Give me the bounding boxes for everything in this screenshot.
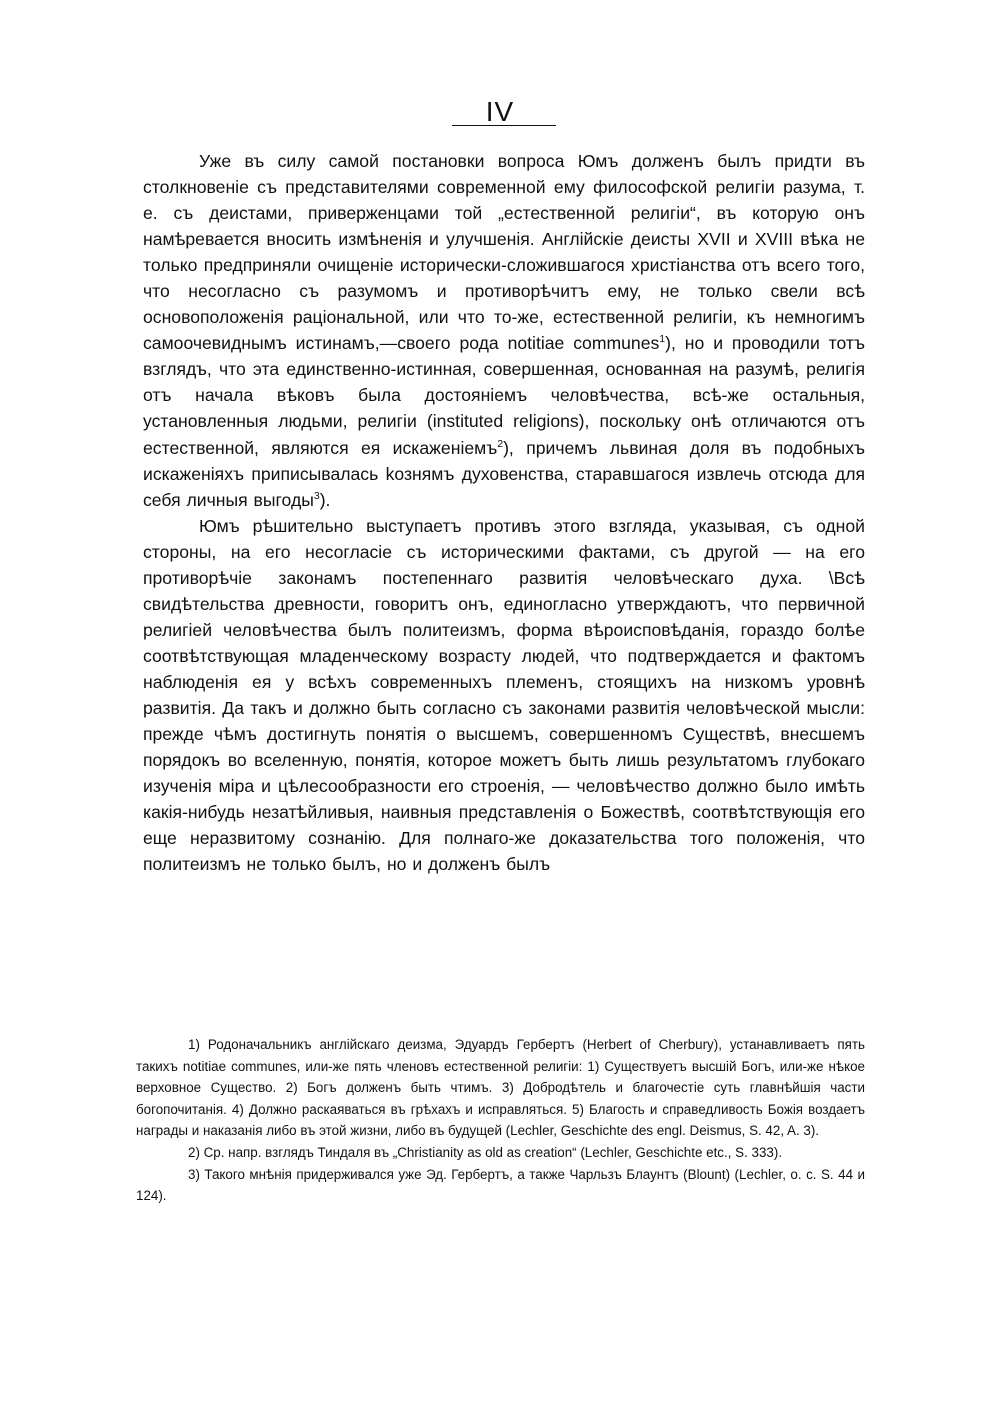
- paragraph-2-text: Юмъ рѣшительно выступаетъ противъ этого взгляда, указывая, съ одной стороны, на его несогласіе съ историческими фактами, съ другой — на его противорѣчіе законамъ постепеннаго развитія человѣческаго духа. \Всѣ свидѣтельства древности, говоритъ онъ, единогласно утверждаютъ, что первичной религіей человѣчества былъ политеизмъ, форма вѣроисповѣданія, гораздо болѣе соотвѣтствующая младенческому возрасту людей, что подтверждается и фактомъ наблюденія ея у всѣхъ современныхъ племенъ, стоящихъ на низкомъ уровнѣ развитія. Да такъ и должно быть согласно съ законами развитія человѣческой мысли: прежде чѣмъ достигнуть понятія о высшемъ, совершенномъ Существѣ, внесшемъ порядокъ во вселенную, понятія, которое можетъ быть лишь результатомъ глубокаго изученія міра и цѣлесообразности его строенія, — человѣчество должно было имѣть какія-нибудь незатѣйливыя, наивныя представленія о Божествѣ, соотвѣтствующія его еще неразвитому сознанію. Для полнаго-же доказательства того положенія, что политеизмъ не только былъ, но и долженъ былъ: [143, 515, 865, 875]
- paragraph-2: [143, 513, 865, 878]
- paragraph-1-text-b: ), но и проводили тотъ взглядъ, что эта единственно-истинная, совершенная, основанная на разумѣ, религія отъ начала вѣковъ была достояніемъ человѣчества, всѣ-же остальныя, установленныя людьми, религіи (instituted religions), поскольку онѣ отличаются отъ естественной, являются ея искаженіемъ: [143, 333, 865, 458]
- paragraph-1-text-c: ), причемъ львиная доля въ подобныхъ искаженіяхъ приписывалась kознямъ духовенства, старавшагося извлечь отсюда для себя личныя выгоды: [143, 437, 865, 510]
- footnote-ref-3: 3: [313, 489, 320, 502]
- footnote-2: 2) Ср. напр. взглядъ Тиндаля въ „Christianity as old as creation“ (Lechler, Geschichte etc., S. 333).: [188, 1144, 783, 1160]
- footnote-1: 1) Родоначальникъ англійскаго деизма, Эдуардъ Гербертъ (Herbert of Cherbury), устанавливаетъ пять такихъ notitiae communes, или-же пять членовъ естественной религіи: 1) Существуетъ высшій Богъ, или-же нѣкое верховное Существо. 2) Богъ долженъ быть чтимъ. 3) Добродѣтель и благочестіе суть главнѣйшія части богопочитанія. 4) Должно раскаяваться въ грѣхахъ и исправляться. 5) Благость и справедливость Божія воздаетъ награды и наказанія либо въ этой жизни, либо въ будущей (Lechler, Geschichte des engl. Deismus, S. 42, A. 3).: [136, 1037, 865, 1139]
- footnote-3: 3) Такого мнѣнія придерживался уже Эд. Гербертъ, а также Чарльзъ Блаунтъ (Blount) (Lechler, o. c. S. 44 и 124).: [136, 1166, 865, 1204]
- footnote-ref-2: 2: [497, 437, 504, 450]
- paragraph-1-text-a: Уже въ силу самой постановки вопроса Юмъ долженъ былъ придти въ столкновеніе съ представителями современной ему философской религіи разума, т. е. съ деистами, приверженцами той „естественной религіи“, въ которую онъ намѣревается вносить измѣненія и улучшенія. Англійскіе деисты XVII и XVIII вѣка не только предприняли очищеніе исторически-сложившагося христіанства отъ всего того, что несогласно съ разумомъ и противорѣчитъ ему, не только свели всѣ основоположенія раціональной, или что то-же, естественной религіи, къ немногимъ самоочевиднымъ истинамъ,—своего рода notitiae communes: [143, 151, 865, 354]
- main-text: [143, 148, 865, 877]
- page-number: IV: [485, 96, 515, 127]
- header-rule: [452, 125, 556, 126]
- footnotes: [136, 1034, 865, 1207]
- paragraph-1: [143, 148, 865, 513]
- footnote-ref-1: 1: [659, 333, 666, 346]
- paragraph-1-text-d: ).: [319, 489, 331, 510]
- page-header: [0, 96, 1000, 128]
